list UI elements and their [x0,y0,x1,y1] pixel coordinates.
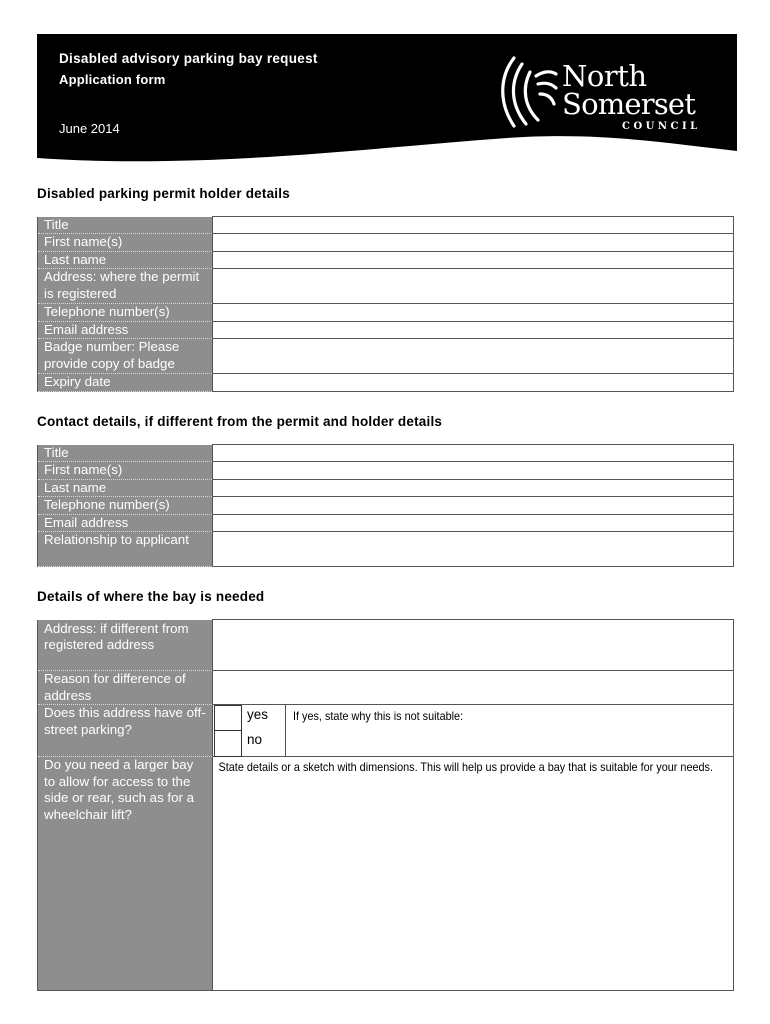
section-heading-contact: Contact details, if different from the permit and holder details [37,414,443,429]
yes-note: If yes, state why this is not suitable: [293,709,464,723]
logo-text-north: North [562,59,647,93]
offstreet-explanation-field[interactable] [289,708,744,754]
form-date: June 2014 [59,121,120,136]
table-row [38,497,734,515]
contact-details-table [37,444,734,567]
field-label: First name(s) [38,234,213,252]
reason-field[interactable] [213,671,734,705]
telephone-field[interactable] [213,304,734,322]
field-label: Title [38,217,213,234]
field-label: Title [38,445,213,462]
field-label: Last name [38,251,213,269]
first-name-field[interactable] [213,234,734,252]
contact-title-field[interactable] [213,445,734,462]
larger-bay-note: State details or a sketch with dimensions. This will help us provide a bay that is suitable for your needs. [218,760,714,774]
field-label: Relationship to applicant [38,532,213,567]
contact-last-name-field[interactable] [213,479,734,497]
permit-holder-table [37,216,734,392]
table-row [38,269,734,304]
larger-bay-cell[interactable] [213,757,734,991]
field-label: Do you need a larger bay to allow for access to the side or rear, such as for a wheelchair lift? [38,757,213,991]
column-divider [285,705,286,756]
no-checkbox[interactable] [214,730,242,757]
bay-details-table [37,619,734,991]
field-label: Email address [38,514,213,532]
form-header [37,34,737,164]
contact-first-name-field[interactable] [213,462,734,480]
title-field[interactable] [213,217,734,234]
section-heading-permit-holder: Disabled parking permit holder details [37,186,290,201]
table-row [38,234,734,252]
field-label: Email address [38,321,213,339]
table-row [38,532,734,567]
field-label: Reason for difference of address [38,671,213,705]
email-field[interactable] [213,321,734,339]
table-row [38,217,734,234]
field-label: Address: if different from registered address [38,620,213,671]
relationship-field[interactable] [213,532,734,567]
table-row [38,620,734,671]
table-row [38,304,734,322]
field-label: Does this address have off-street parking? [38,705,213,757]
contact-email-field[interactable] [213,514,734,532]
table-row [38,757,734,991]
logo-text-somerset: Somerset [562,87,696,121]
field-label: Badge number: Please provide copy of badge [38,339,213,374]
bay-address-field[interactable] [213,620,734,671]
no-label: no [247,732,263,747]
badge-number-field[interactable] [213,339,734,374]
field-label: Address: where the permit is registered [38,269,213,304]
table-row [38,339,734,374]
table-row [38,321,734,339]
table-row [38,514,734,532]
expiry-date-field[interactable] [213,374,734,392]
form-subtitle: Application form [59,72,166,87]
field-label: Telephone number(s) [38,497,213,515]
table-row [38,374,734,392]
yes-checkbox[interactable] [214,705,242,732]
table-row [38,479,734,497]
last-name-field[interactable] [213,251,734,269]
table-row [38,251,734,269]
form-title: Disabled advisory parking bay request [59,51,318,66]
offstreet-cell [213,705,734,757]
yes-label: yes [247,707,269,722]
field-label: Expiry date [38,374,213,392]
table-row [38,462,734,480]
council-logo [492,54,722,134]
logo-text-council: COUNCIL [622,121,701,132]
field-label: First name(s) [38,462,213,480]
field-label: Last name [38,479,213,497]
table-row [38,705,734,757]
table-row [38,671,734,705]
table-row [38,445,734,462]
dragon-emblem-icon [492,54,562,134]
section-heading-bay-location: Details of where the bay is needed [37,589,265,604]
contact-telephone-field[interactable] [213,497,734,515]
field-label: Telephone number(s) [38,304,213,322]
registered-address-field[interactable] [213,269,734,304]
